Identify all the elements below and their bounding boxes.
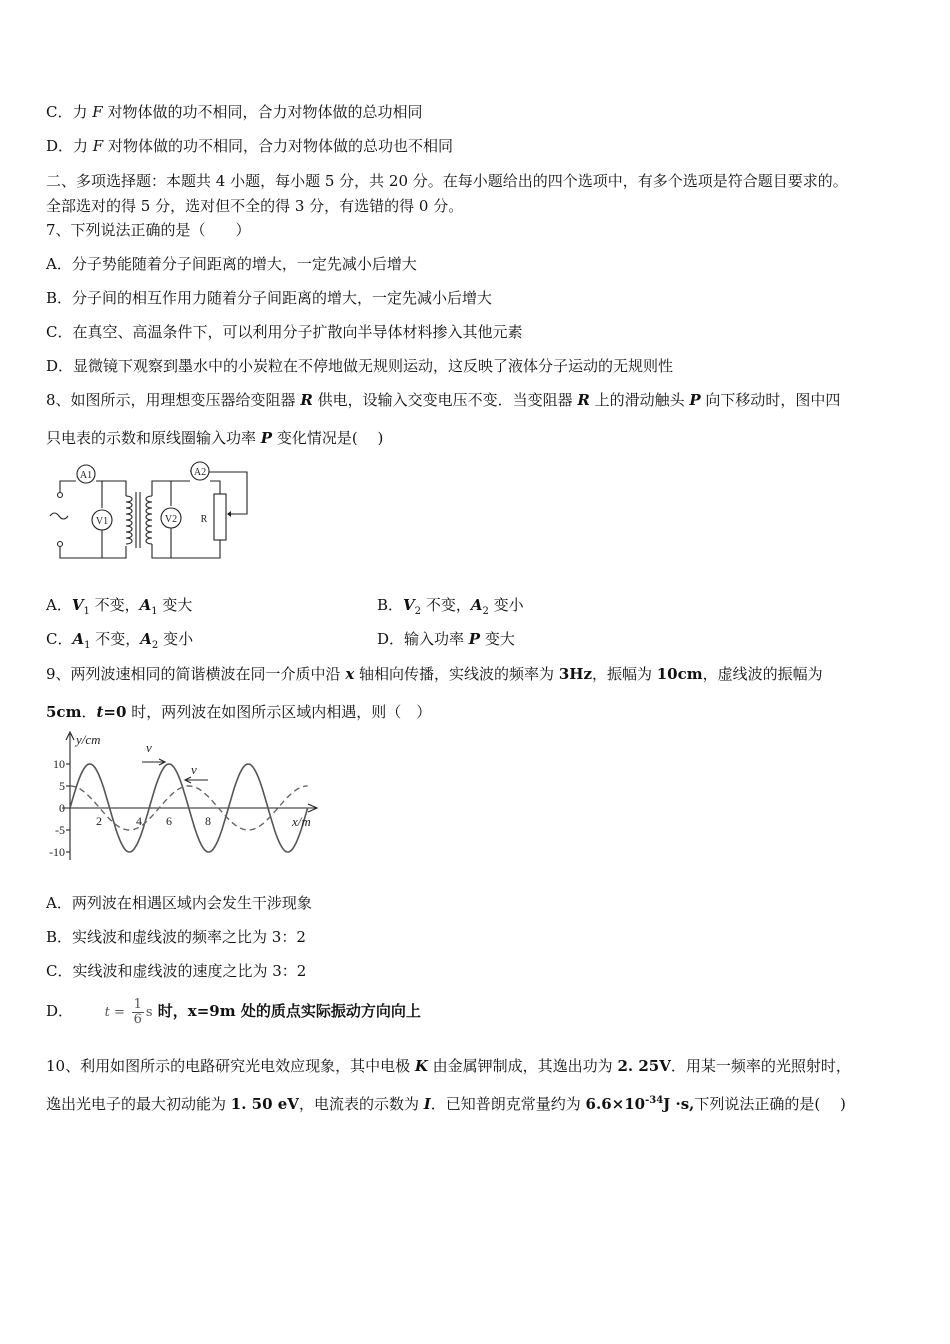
- q10-stem-line1: 10、利用如图所示的电路研究光电效应现象，其中电极 K 由金属钾制成，其逸出功为 2. 25V．用某一频率的光照射时，: [46, 1057, 851, 1075]
- q10-stem-line2: 逸出光电子的最大初动能为 1. 50 eV，电流表的示数为 I．已知普朗克常量约为 $6.6\times 10^{-34}J \cdot s$,下列说法正确的是( ): [46, 1095, 846, 1113]
- q8-option-c: C．$A_1$ 不变，$A_2$ 变小: [46, 630, 194, 651]
- input-terminal-top: [58, 493, 63, 498]
- fraction-denominator: 6: [133, 1011, 142, 1027]
- r-label: R: [200, 514, 208, 525]
- v2-label: V2: [164, 514, 178, 525]
- q8-option-d: D．输入功率 P 变大: [377, 630, 515, 648]
- variable-resistor: [214, 494, 226, 540]
- transformer-circuit-diagram: [40, 458, 255, 568]
- x-tick-4: 4: [136, 814, 142, 828]
- q9-option-c: C．实线波和虚线波的速度之比为 3：2: [46, 962, 307, 980]
- section2-line1: 二、多项选择题：本题共 4 小题，每小题 5 分，共 20 分。在每小题给出的四个选项中，有多个选项是符合题目要求的。: [46, 172, 848, 190]
- q9-option-a: A．两列波在相遇区域内会发生干涉现象: [46, 894, 312, 912]
- y-axis-label: y/cm: [76, 732, 101, 747]
- fraction-one-sixth: [132, 998, 144, 1026]
- x-tick-2: 2: [96, 814, 102, 828]
- q7-option-b: B．分子间的相互作用力随着分子间距离的增大，一定先减小后增大: [46, 289, 493, 307]
- wave-graph: [40, 728, 330, 868]
- q7-stem: 7、下列说法正确的是（ ）: [46, 221, 251, 239]
- q9-option-d-suffix: 时，x=9m 处的质点实际振动方向向上: [152, 1002, 421, 1021]
- x-axis-label: x/m: [292, 814, 311, 829]
- a1-label: A1: [79, 470, 93, 481]
- q9-option-d-t: t =: [104, 1005, 125, 1021]
- q8-option-b: B．$V_2$ 不变，$A_2$ 变小: [377, 596, 524, 617]
- y-tick-5: 5: [59, 779, 65, 793]
- q8-stem-line2: 只电表的示数和原线圈输入功率 P 变化情况是( ): [46, 429, 384, 447]
- input-terminal-bottom: [58, 542, 63, 547]
- y-tick-0: 0: [59, 801, 65, 815]
- q9-stem-line2: 5cm．t=0 时，两列波在如图所示区域内相遇，则（ ）: [46, 703, 432, 721]
- y-tick-neg5: -5: [55, 823, 65, 837]
- fraction-numerator: 1: [133, 997, 142, 1012]
- q7-option-c: C．在真空、高温条件下，可以利用分子扩散向半导体材料掺入其他元素: [46, 323, 523, 341]
- q6-option-d: D．力 F 对物体做的功不相同，合力对物体做的总功也不相同: [46, 137, 453, 155]
- q7-option-a: A．分子势能随着分子间距离的增大，一定先减小后增大: [46, 255, 417, 273]
- q7-option-d: D．显微镜下观察到墨水中的小炭粒在不停地做无规则运动，这反映了液体分子运动的无规则性: [46, 357, 674, 375]
- q9-option-b: B．实线波和虚线波的频率之比为 3：2: [46, 928, 306, 946]
- section2-line2: 全部选对的得 5 分，选对但不全的得 3 分，有选错的得 0 分。: [46, 197, 464, 215]
- q9-option-d-prefix: D．: [46, 1002, 74, 1021]
- q9-option-d-unit: s: [145, 1005, 153, 1021]
- x-tick-6: 6: [166, 814, 172, 828]
- v1-label: V1: [95, 516, 109, 527]
- x-tick-8: 8: [205, 814, 211, 828]
- v-label-left: v: [191, 762, 197, 777]
- q8-stem-line1: 8、如图所示，用理想变压器给变阻器 R 供电，设输入交变电压不变．当变阻器 R 上的滑动触头 P 向下移动时，图中四: [46, 391, 841, 409]
- q9-stem-line1: 9、两列波速相同的简谐横波在同一介质中沿 x 轴相向传播，实线波的频率为 3Hz，振幅为 10cm，虚线波的振幅为: [46, 665, 823, 683]
- q8-option-a: A．$V_1$ 不变，$A_1$ 变大: [46, 596, 193, 617]
- v-label-right: v: [146, 740, 152, 755]
- y-tick-10: 10: [53, 757, 65, 771]
- a2-label: A2: [193, 467, 207, 478]
- q9-option-d: [46, 998, 421, 1026]
- y-tick-neg10: -10: [49, 845, 65, 859]
- q6-option-c: C．力 F 对物体做的功不相同，合力对物体做的总功相同: [46, 103, 423, 121]
